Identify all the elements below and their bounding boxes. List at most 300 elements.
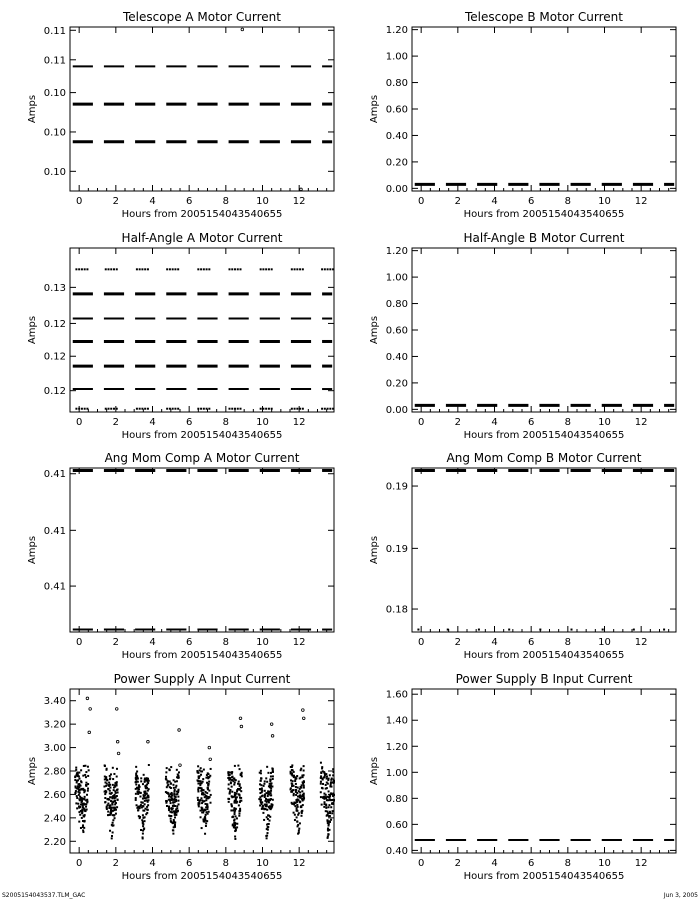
- data-point: [325, 810, 327, 812]
- data-point: [143, 795, 145, 797]
- data-point: [142, 783, 144, 785]
- data-point: [326, 815, 328, 817]
- data-point: [89, 708, 92, 711]
- y-tick-label: 0.60: [385, 819, 408, 831]
- data-point: [228, 779, 230, 781]
- data-point: [86, 408, 88, 410]
- data-point: [166, 805, 168, 807]
- data-point: [170, 820, 172, 822]
- data-point: [81, 268, 83, 270]
- data-point: [144, 797, 146, 799]
- data-point: [325, 805, 327, 807]
- data-point: [296, 792, 298, 794]
- panel-title: Half-Angle B Motor Current: [463, 231, 625, 245]
- data-point: [234, 800, 236, 802]
- data-point: [229, 777, 231, 779]
- data-point: [264, 790, 266, 792]
- data-point: [328, 815, 330, 817]
- data-point: [260, 770, 262, 772]
- data-point: [84, 774, 86, 776]
- data-point: [176, 805, 178, 807]
- data-point: [138, 784, 140, 786]
- data-point: [135, 793, 137, 795]
- data-point: [332, 268, 334, 270]
- data-point: [296, 775, 298, 777]
- data-point: [114, 817, 116, 819]
- data-point: [323, 806, 325, 808]
- data-point: [176, 807, 178, 809]
- data-point: [166, 767, 168, 769]
- x-tick-label: 2: [112, 417, 120, 428]
- data-point: [239, 717, 242, 720]
- x-axis-label: Hours from 2005154043540655: [121, 650, 283, 661]
- y-tick-label: 1.20: [385, 246, 408, 258]
- data-point: [116, 776, 118, 778]
- data-point: [207, 772, 209, 774]
- data-point: [174, 814, 176, 816]
- data-point: [197, 790, 199, 792]
- data-point: [205, 822, 207, 824]
- y-tick-label: 0.11: [43, 55, 66, 67]
- data-point: [301, 775, 303, 777]
- data-point: [140, 804, 142, 806]
- y-axis-label: Amps: [369, 94, 380, 124]
- data-point: [301, 795, 303, 797]
- data-point: [238, 804, 240, 806]
- data-point: [320, 772, 322, 774]
- data-point: [117, 752, 120, 755]
- data-point: [174, 268, 176, 270]
- data-point: [329, 408, 331, 410]
- data-point: [272, 770, 274, 772]
- data-point: [301, 811, 303, 813]
- data-point: [205, 799, 207, 801]
- panel-3: [27, 231, 334, 441]
- data-point: [201, 827, 203, 829]
- panel-title: Telescope B Motor Current: [464, 10, 624, 24]
- data-point: [105, 408, 107, 410]
- data-point: [231, 773, 233, 775]
- data-point: [320, 791, 322, 793]
- data-point: [302, 717, 305, 720]
- plot-frame: [412, 468, 676, 632]
- data-point: [300, 777, 302, 779]
- data-point: [323, 801, 325, 803]
- data-point: [228, 783, 230, 785]
- data-point: [239, 768, 241, 770]
- x-tick-label: 12: [634, 858, 648, 869]
- data-point: [234, 794, 236, 796]
- data-point: [302, 268, 304, 270]
- y-tick-label: 2.20: [43, 836, 66, 848]
- data-point: [261, 801, 263, 803]
- data-point: [269, 780, 271, 782]
- data-point: [324, 776, 326, 778]
- data-point: [176, 791, 178, 793]
- data-point: [323, 793, 325, 795]
- data-point: [269, 779, 271, 781]
- data-point: [269, 816, 271, 818]
- data-point: [109, 792, 111, 794]
- data-point: [78, 787, 80, 789]
- data-point: [266, 809, 268, 811]
- data-point: [229, 268, 231, 270]
- data-point: [320, 796, 322, 798]
- data-point: [113, 787, 115, 789]
- y-tick-label: 0.11: [43, 25, 66, 37]
- data-point: [76, 781, 78, 783]
- y-tick-label: 2.60: [43, 789, 66, 801]
- data-point: [227, 772, 229, 774]
- y-axis-label: Amps: [369, 315, 380, 345]
- data-point: [81, 817, 83, 819]
- data-point: [303, 785, 305, 787]
- data-point: [297, 799, 299, 801]
- data-point: [197, 765, 199, 767]
- data-point: [236, 817, 238, 819]
- x-tick-label: 6: [185, 637, 193, 648]
- data-point: [296, 408, 298, 410]
- x-tick-label: 6: [527, 417, 535, 428]
- data-point: [144, 785, 146, 787]
- data-point: [168, 795, 170, 797]
- data-point: [135, 799, 137, 801]
- data-point: [266, 816, 268, 818]
- data-point: [146, 793, 148, 795]
- data-point: [294, 819, 296, 821]
- data-point: [178, 803, 180, 805]
- data-point: [108, 785, 110, 787]
- data-point: [172, 801, 174, 803]
- data-point: [299, 268, 301, 270]
- data-point: [201, 802, 203, 804]
- data-point: [303, 793, 305, 795]
- data-point: [417, 629, 419, 631]
- x-tick-label: 2: [454, 417, 462, 428]
- panel-1: [27, 10, 334, 220]
- data-point: [146, 800, 148, 802]
- panel-4: [369, 231, 676, 441]
- data-point: [78, 807, 80, 809]
- data-point: [322, 778, 324, 780]
- data-point: [329, 799, 331, 801]
- data-point: [144, 790, 146, 792]
- y-tick-label: 0.12: [43, 318, 66, 330]
- data-point: [175, 794, 177, 796]
- data-point: [137, 806, 139, 808]
- data-point: [266, 828, 268, 830]
- data-point: [178, 771, 180, 773]
- data-point: [331, 777, 333, 779]
- x-tick-label: 8: [564, 417, 572, 428]
- data-point: [270, 792, 272, 794]
- data-point: [296, 809, 298, 811]
- data-point: [269, 783, 271, 785]
- data-point: [272, 799, 274, 801]
- data-point: [135, 773, 137, 775]
- plot-frame: [70, 27, 334, 191]
- data-point: [207, 784, 209, 786]
- data-point: [202, 789, 204, 791]
- data-point: [271, 785, 273, 787]
- data-point: [296, 268, 298, 270]
- data-point: [233, 807, 235, 809]
- data-point: [259, 783, 261, 785]
- data-point: [297, 787, 299, 789]
- data-point: [508, 629, 510, 631]
- data-point: [300, 805, 302, 807]
- data-point: [203, 408, 205, 410]
- plot-frame: [412, 27, 676, 191]
- x-tick-label: 12: [292, 637, 306, 648]
- data-point: [203, 769, 205, 771]
- data-point: [260, 408, 262, 410]
- data-point: [229, 774, 231, 776]
- x-tick-label: 6: [185, 858, 193, 869]
- data-point: [116, 268, 118, 270]
- data-point: [328, 829, 330, 831]
- data-point: [85, 810, 87, 812]
- data-point: [259, 796, 261, 798]
- data-point: [168, 799, 170, 801]
- data-point: [136, 408, 138, 410]
- data-point: [200, 774, 202, 776]
- x-tick-label: 12: [634, 637, 648, 648]
- data-point: [295, 802, 297, 804]
- x-tick-label: 10: [256, 858, 269, 869]
- data-point: [227, 788, 229, 790]
- data-point: [204, 796, 206, 798]
- data-point: [266, 835, 268, 837]
- x-axis-label: Hours from 2005154043540655: [463, 209, 625, 220]
- data-point: [142, 836, 144, 838]
- data-point: [234, 781, 236, 783]
- data-point: [329, 774, 331, 776]
- data-point: [332, 768, 334, 770]
- data-point: [295, 799, 297, 801]
- x-tick-label: 4: [491, 858, 498, 869]
- data-point: [197, 799, 199, 801]
- data-point: [326, 775, 328, 777]
- data-point: [169, 780, 171, 782]
- data-point: [113, 268, 115, 270]
- y-tick-label: 0.13: [43, 282, 66, 294]
- data-point: [233, 784, 235, 786]
- data-point: [292, 775, 294, 777]
- data-point: [229, 789, 231, 791]
- x-tick-label: 4: [149, 196, 156, 207]
- data-point: [298, 812, 300, 814]
- data-point: [198, 777, 200, 779]
- data-point: [87, 790, 89, 792]
- data-point: [136, 268, 138, 270]
- data-point: [174, 408, 176, 410]
- data-point: [231, 776, 233, 778]
- data-point: [207, 797, 209, 799]
- data-point: [201, 770, 203, 772]
- data-series: [74, 762, 335, 840]
- data-point: [299, 822, 301, 824]
- x-tick-label: 10: [256, 417, 269, 428]
- data-point: [234, 811, 236, 813]
- data-point: [85, 776, 87, 778]
- data-point: [175, 796, 177, 798]
- data-point: [165, 791, 167, 793]
- data-point: [290, 771, 292, 773]
- x-tick-label: 10: [256, 637, 269, 648]
- data-point: [447, 629, 449, 631]
- data-point: [140, 780, 142, 782]
- data-point: [179, 764, 182, 767]
- data-point: [240, 408, 242, 410]
- data-point: [268, 268, 270, 270]
- data-point: [206, 795, 208, 797]
- data-point: [333, 800, 335, 802]
- data-point: [166, 408, 168, 410]
- data-point: [321, 268, 323, 270]
- data-point: [294, 408, 296, 410]
- y-tick-label: 0.20: [385, 157, 408, 169]
- data-point: [87, 788, 89, 790]
- data-point: [138, 786, 140, 788]
- data-point: [325, 788, 327, 790]
- data-point: [173, 794, 175, 796]
- data-point: [175, 785, 177, 787]
- data-point: [147, 796, 149, 798]
- data-point: [168, 809, 170, 811]
- data-point: [114, 784, 116, 786]
- data-point: [110, 811, 112, 813]
- data-point: [298, 790, 300, 792]
- data-point: [198, 805, 200, 807]
- data-point: [299, 408, 301, 410]
- x-tick-label: 0: [75, 858, 83, 869]
- data-point: [142, 821, 144, 823]
- data-point: [296, 820, 298, 822]
- data-point: [199, 780, 201, 782]
- data-point: [140, 829, 142, 831]
- x-tick-label: 4: [491, 417, 498, 428]
- data-point: [197, 782, 199, 784]
- data-point: [291, 783, 293, 785]
- data-point: [208, 408, 210, 410]
- data-point: [86, 268, 88, 270]
- data-point: [321, 804, 323, 806]
- data-point: [325, 797, 327, 799]
- data-point: [234, 268, 236, 270]
- data-point: [80, 788, 82, 790]
- data-point: [114, 796, 116, 798]
- data-point: [78, 792, 80, 794]
- data-point: [78, 772, 80, 774]
- data-point: [106, 768, 108, 770]
- data-point: [170, 766, 172, 768]
- x-tick-label: 2: [112, 637, 120, 648]
- data-point: [201, 793, 203, 795]
- data-point: [170, 802, 172, 804]
- data-point: [117, 788, 119, 790]
- data-point: [234, 838, 236, 840]
- data-point: [326, 799, 328, 801]
- data-point: [208, 790, 210, 792]
- data-point: [82, 804, 84, 806]
- data-point: [172, 805, 174, 807]
- data-point: [177, 408, 179, 410]
- x-tick-label: 0: [417, 858, 425, 869]
- data-point: [198, 803, 200, 805]
- data-point: [141, 268, 143, 270]
- data-point: [146, 808, 148, 810]
- data-point: [234, 810, 236, 812]
- data-point: [114, 797, 116, 799]
- data-point: [112, 831, 114, 833]
- x-tick-label: 12: [292, 196, 306, 207]
- data-point: [239, 810, 241, 812]
- data-point: [197, 788, 199, 790]
- data-point: [82, 788, 84, 790]
- data-point: [237, 268, 239, 270]
- data-point: [267, 772, 269, 774]
- data-point: [290, 791, 292, 793]
- data-point: [140, 777, 142, 779]
- data-point: [209, 758, 212, 761]
- x-tick-label: 8: [222, 196, 230, 207]
- data-point: [142, 814, 144, 816]
- y-tick-label: 3.40: [43, 696, 66, 708]
- data-point: [303, 765, 305, 767]
- data-point: [633, 629, 635, 631]
- data-point: [240, 268, 242, 270]
- data-point: [571, 629, 573, 631]
- data-point: [325, 807, 327, 809]
- data-point: [110, 408, 112, 410]
- data-point: [197, 771, 199, 773]
- data-point: [146, 812, 148, 814]
- data-point: [332, 408, 334, 410]
- data-point: [240, 787, 242, 789]
- data-point: [269, 805, 271, 807]
- x-axis-label: Hours from 2005154043540655: [121, 871, 283, 882]
- data-point: [82, 775, 84, 777]
- y-tick-label: 1.20: [385, 741, 408, 753]
- data-point: [176, 780, 178, 782]
- y-tick-label: 1.60: [385, 689, 408, 701]
- data-point: [87, 783, 89, 785]
- y-axis-label: Amps: [27, 756, 38, 786]
- data-point: [176, 812, 178, 814]
- y-tick-label: 0.41: [43, 525, 66, 537]
- data-point: [202, 818, 204, 820]
- data-point: [170, 811, 172, 813]
- data-point: [103, 786, 105, 788]
- data-point: [320, 783, 322, 785]
- y-tick-label: 2.80: [43, 766, 66, 778]
- data-point: [135, 781, 137, 783]
- x-tick-label: 6: [185, 417, 193, 428]
- y-tick-label: 0.80: [385, 793, 408, 805]
- data-point: [75, 408, 77, 410]
- data-series: [75, 408, 334, 410]
- data-point: [104, 797, 106, 799]
- data-point: [109, 775, 111, 777]
- data-point: [178, 789, 180, 791]
- data-point: [299, 801, 301, 803]
- data-point: [234, 818, 236, 820]
- x-tick-label: 10: [256, 196, 269, 207]
- data-point: [236, 789, 238, 791]
- data-point: [105, 777, 107, 779]
- data-point: [112, 778, 114, 780]
